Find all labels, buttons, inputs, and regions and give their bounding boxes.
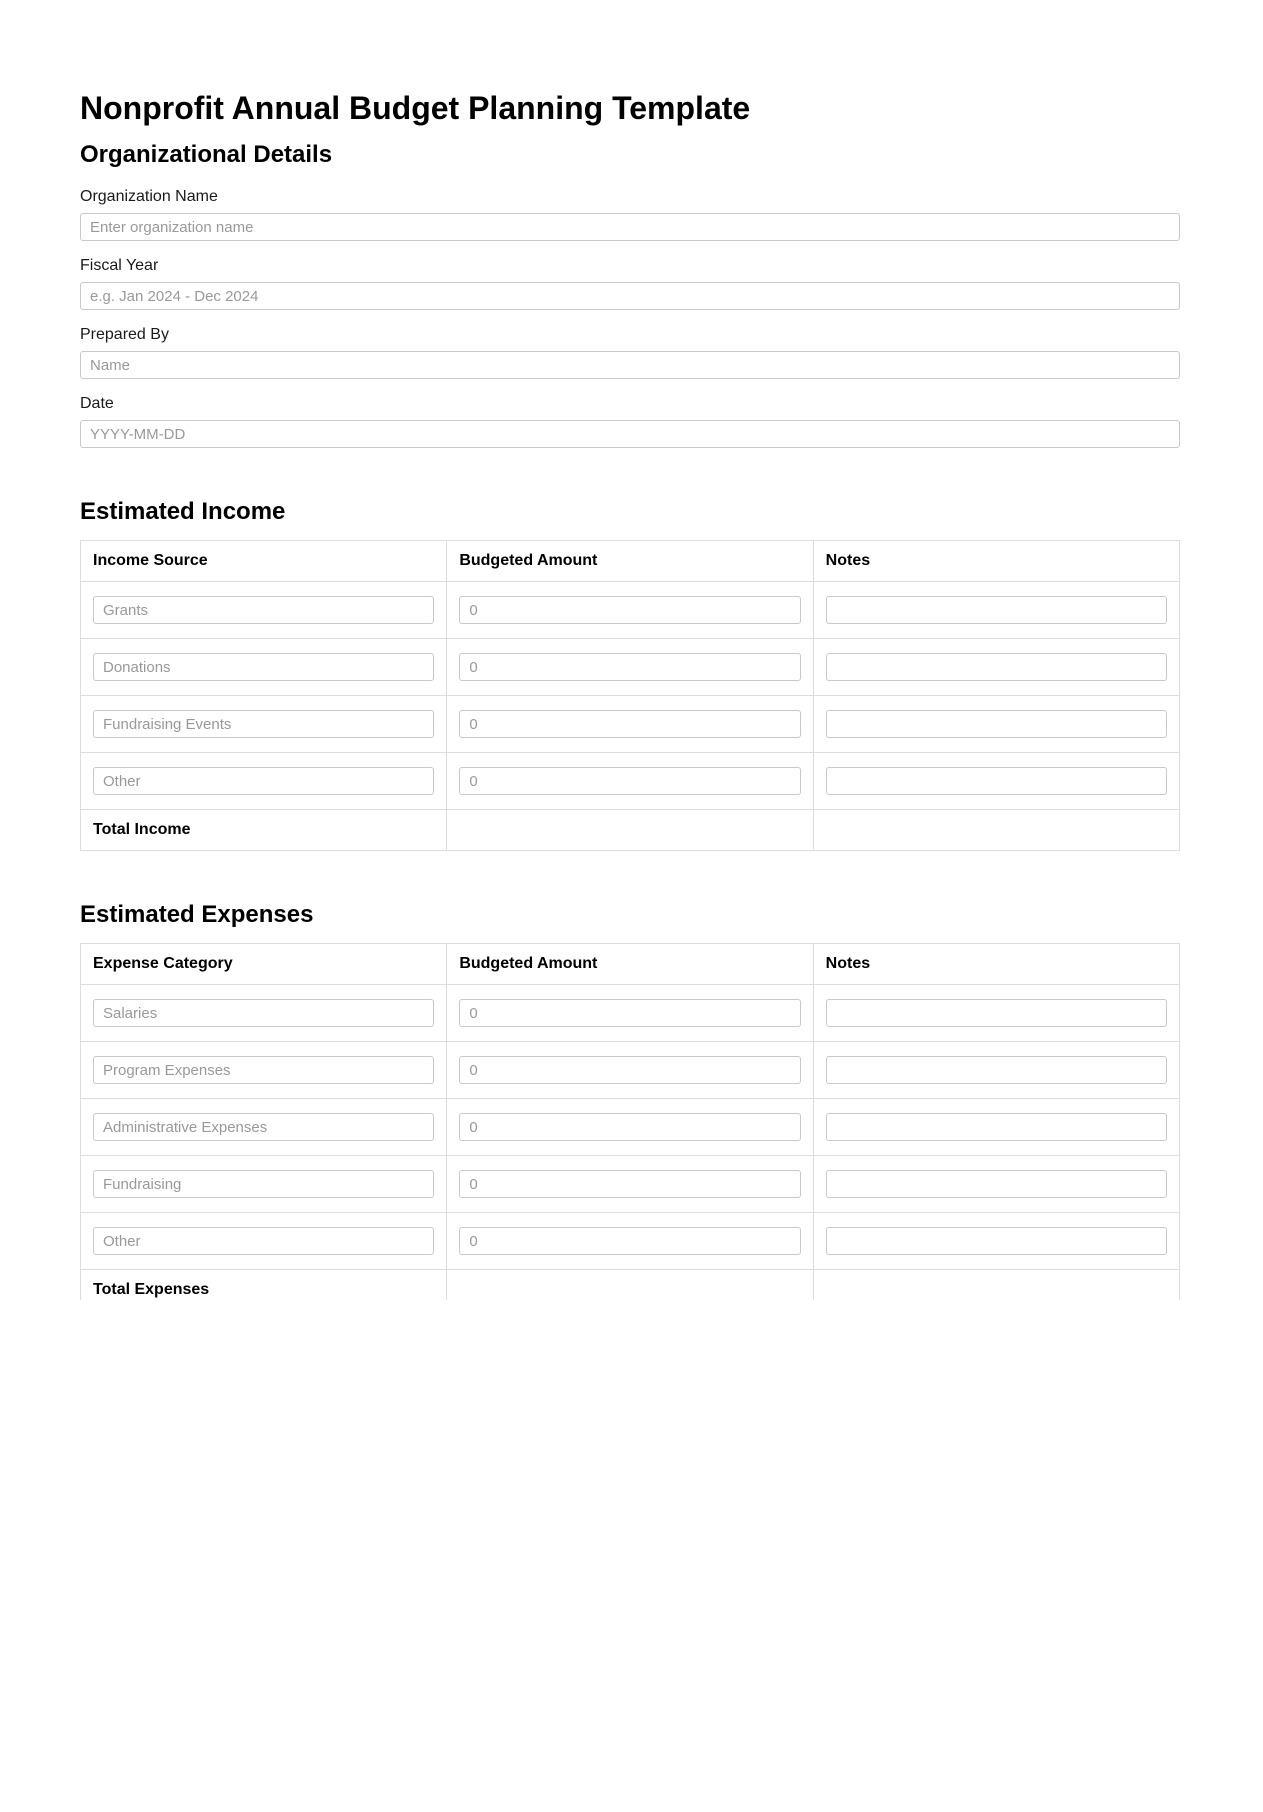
expense-category-cell (81, 1156, 447, 1213)
expense-amount-input-3[interactable] (459, 1113, 800, 1141)
income-row-grants (81, 582, 1180, 639)
expenses-row-salaries (81, 985, 1180, 1042)
fiscal-year-label: Fiscal Year (80, 257, 159, 274)
income-total-notes (813, 810, 1179, 851)
expense-category-input-3[interactable] (93, 1113, 434, 1141)
expenses-row-other (81, 1213, 1180, 1270)
expenses-total-notes (813, 1270, 1179, 1301)
expense-notes-input-3[interactable] (826, 1113, 1167, 1141)
organization-name-input[interactable] (80, 213, 1180, 241)
income-total-row (81, 810, 1180, 851)
field-organization-name (80, 188, 1180, 241)
income-row-fundraising-events (81, 696, 1180, 753)
expense-category-input-1[interactable] (93, 999, 434, 1027)
expense-amount-cell (447, 1213, 813, 1270)
income-row-other (81, 753, 1180, 810)
expenses-row-fundraising (81, 1156, 1180, 1213)
expenses-total-amount (447, 1270, 813, 1301)
income-source-cell (81, 753, 447, 810)
income-notes-input-4[interactable] (826, 767, 1167, 795)
income-source-cell (81, 696, 447, 753)
expense-category-cell (81, 985, 447, 1042)
income-notes-cell (813, 582, 1179, 639)
income-source-input-4[interactable] (93, 767, 434, 795)
expense-notes-input-5[interactable] (826, 1227, 1167, 1255)
income-amount-cell (447, 582, 813, 639)
prepared-by-input[interactable] (80, 351, 1180, 379)
expense-amount-input-4[interactable] (459, 1170, 800, 1198)
expenses-total-label: Total Expenses (81, 1270, 447, 1301)
income-notes-cell (813, 753, 1179, 810)
income-total-amount (447, 810, 813, 851)
income-notes-cell (813, 639, 1179, 696)
org-details-heading: Organizational Details (80, 141, 333, 168)
expense-notes-cell (813, 1156, 1179, 1213)
income-table (80, 540, 1180, 851)
income-amount-cell (447, 696, 813, 753)
income-source-column-header: Income Source (81, 541, 447, 582)
income-amount-column-header: Budgeted Amount (447, 541, 813, 582)
date-label: Date (80, 395, 114, 412)
income-notes-input-2[interactable] (826, 653, 1167, 681)
expense-amount-cell (447, 985, 813, 1042)
income-source-cell (81, 639, 447, 696)
income-notes-input-1[interactable] (826, 596, 1167, 624)
expense-notes-input-1[interactable] (826, 999, 1167, 1027)
page-title: Nonprofit Annual Budget Planning Template (80, 90, 751, 126)
income-amount-cell (447, 639, 813, 696)
expenses-table (80, 943, 1180, 1300)
expense-category-cell (81, 1099, 447, 1156)
income-source-cell (81, 582, 447, 639)
expense-amount-input-1[interactable] (459, 999, 800, 1027)
expense-category-input-4[interactable] (93, 1170, 434, 1198)
expense-notes-cell (813, 1042, 1179, 1099)
expense-amount-input-5[interactable] (459, 1227, 800, 1255)
income-notes-input-3[interactable] (826, 710, 1167, 738)
income-amount-input-4[interactable] (459, 767, 800, 795)
income-amount-input-3[interactable] (459, 710, 800, 738)
income-heading: Estimated Income (80, 498, 286, 525)
expense-amount-cell (447, 1099, 813, 1156)
expense-category-cell (81, 1042, 447, 1099)
expenses-amount-column-header: Budgeted Amount (447, 944, 813, 985)
expense-amount-cell (447, 1042, 813, 1099)
expense-notes-cell (813, 1213, 1179, 1270)
expenses-total-row (81, 1270, 1180, 1301)
expense-notes-cell (813, 1099, 1179, 1156)
income-source-input-2[interactable] (93, 653, 434, 681)
expense-category-input-2[interactable] (93, 1056, 434, 1084)
expense-category-input-5[interactable] (93, 1227, 434, 1255)
expense-notes-cell (813, 985, 1179, 1042)
income-row-donations (81, 639, 1180, 696)
income-source-input-1[interactable] (93, 596, 434, 624)
expense-notes-input-2[interactable] (826, 1056, 1167, 1084)
income-notes-column-header: Notes (813, 541, 1179, 582)
expenses-row-administrative-expenses (81, 1099, 1180, 1156)
expense-amount-cell (447, 1156, 813, 1213)
income-header-row (81, 541, 1180, 582)
fiscal-year-input[interactable] (80, 282, 1180, 310)
income-amount-input-2[interactable] (459, 653, 800, 681)
income-notes-cell (813, 696, 1179, 753)
expense-category-column-header: Expense Category (81, 944, 447, 985)
field-date (80, 395, 1180, 448)
expenses-heading: Estimated Expenses (80, 901, 314, 928)
income-total-label: Total Income (81, 810, 447, 851)
organization-name-label: Organization Name (80, 188, 218, 205)
field-fiscal-year (80, 257, 1180, 310)
income-amount-cell (447, 753, 813, 810)
expenses-header-row (81, 944, 1180, 985)
expense-notes-input-4[interactable] (826, 1170, 1167, 1198)
expense-category-cell (81, 1213, 447, 1270)
field-prepared-by (80, 326, 1180, 379)
date-input[interactable] (80, 420, 1180, 448)
prepared-by-label: Prepared By (80, 326, 169, 343)
expenses-notes-column-header: Notes (813, 944, 1179, 985)
expense-amount-input-2[interactable] (459, 1056, 800, 1084)
income-amount-input-1[interactable] (459, 596, 800, 624)
org-details-fields (80, 188, 1180, 448)
income-source-input-3[interactable] (93, 710, 434, 738)
expenses-row-program-expenses (81, 1042, 1180, 1099)
